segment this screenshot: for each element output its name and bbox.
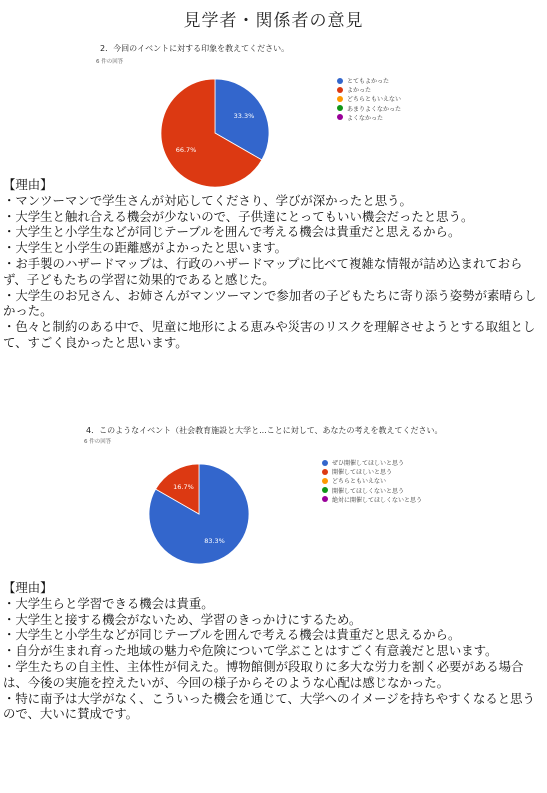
q2-question: 2．今回のイベントに対する印象を教えてください。: [100, 44, 290, 53]
q2-legend-label: とてもよかった: [347, 78, 390, 86]
q2-legend-item: [337, 85, 401, 94]
q4-legend-item: [322, 458, 422, 467]
q2-legend-label: よかった: [347, 87, 372, 95]
q2-slice-label-2: 66.7%: [175, 145, 197, 154]
q4-pie-chart: [148, 463, 250, 565]
q2-pie-chart: [160, 78, 270, 188]
q4-reason-2: ・大学生と接する機会がないため、学習のきっかけにするため。: [3, 611, 362, 627]
q4-legend-swatch: [322, 460, 328, 466]
q4-legend-item: [322, 476, 422, 485]
q4-legend-item: [322, 486, 422, 495]
q4-legend-label: どちらともいえない: [332, 478, 387, 486]
q4-slice-label-1: 83.3%: [204, 536, 225, 545]
q4-legend-swatch: [322, 478, 328, 484]
q4-reason-5: ・学生たちの自主性、主体性が伺えた。博物館側が段取りに多大な労力を割く必要がある場合は、今後の実施を控えたいが、今回の様子からそのような心配は感じなかった。: [3, 658, 524, 690]
q2-legend-item: [337, 94, 401, 103]
q2-legend-swatch: [337, 87, 343, 93]
q4-legend-item: [322, 467, 422, 476]
q4-reason-1: ・大学生らと学習できる機会は貴重。: [3, 595, 214, 611]
q4-response-count: 6 件の回答: [84, 439, 112, 445]
q2-reason-4: ・大学生と小学生の距離感がよかったと思います。: [3, 240, 287, 256]
q4-question: 4．このようなイベント（社会教育施設と大学と...ことに対して、あなたの考えを教えてください。: [86, 426, 443, 435]
q2-reason-5: ・お手製のハザードマップは、行政のハザードマップに比べて複雑な情報が詰め込まれておらず、子どもたちの学習に効果的であると感じた。: [3, 255, 523, 287]
q2-legend: [337, 76, 401, 122]
q2-legend-label: どちらともいえない: [347, 96, 402, 104]
q2-reason-1: ・マンツーマンで学生さんが対応してくださり、学びが深かったと思う。: [3, 192, 412, 208]
q4-legend-label: ぜひ開催してほしいと思う: [332, 460, 405, 468]
q4-legend-swatch: [322, 487, 328, 493]
q4-legend-label: 開催してほしくないと思う: [332, 487, 405, 495]
q2-reason-6: ・大学生のお兄さん、お姉さんがマンツーマンで参加者の子どもたちに寄り添う姿勢が素晴らしかった。: [3, 287, 537, 319]
q2-legend-label: あまりよくなかった: [347, 105, 402, 113]
q2-legend-swatch: [337, 114, 343, 120]
q2-reason-7: ・色々と制約のある中で、児童に地形による恵みや災害のリスクを理解させようとする取組として、すごく良かったと思います。: [3, 319, 536, 350]
q4-reason-heading: 【理由】: [3, 580, 53, 595]
q4-reasons: [3, 580, 543, 722]
q2-reasons: [3, 177, 543, 351]
q4-slice-label-2: 16.7%: [173, 483, 194, 492]
q2-legend-swatch: [337, 105, 343, 111]
q2-legend-item: [337, 104, 401, 113]
q2-legend-item: [337, 76, 401, 85]
q4-reason-3: ・大学生と小学生などが同じテーブルを囲んで考える機会は貴重だと思えるから。: [3, 627, 461, 643]
q2-reason-3: ・大学生と小学生などが同じテーブルを囲んで考える機会は貴重だと思えるから。: [3, 224, 461, 240]
q2-slice-label-1: 33.3%: [233, 112, 255, 121]
q4-legend-swatch: [322, 496, 328, 502]
q4-legend-item: [322, 495, 422, 504]
q2-legend-swatch: [337, 96, 343, 102]
q2-reason-heading: 【理由】: [3, 177, 53, 192]
q2-legend-label: よくなかった: [347, 114, 384, 122]
q2-reason-2: ・大学生と触れ合える機会が少ないので、子供達にとってもいい機会だったと思う。: [3, 208, 474, 224]
q2-response-count: 6 件の回答: [96, 59, 124, 65]
q4-legend-label: 開催してほしいと思う: [332, 469, 393, 477]
q4-legend: [322, 458, 422, 504]
q4-reason-6: ・特に南予は大学がなく、こういった機会を通じて、大学へのイメージを持ちやすくなると思うので、大いに賛成です。: [3, 690, 535, 722]
q2-legend-item: [337, 113, 401, 122]
q4-legend-swatch: [322, 469, 328, 475]
q4-reason-4: ・自分が生まれ育った地域の魅力や危険について学ぶことはすごく有意義だと思います。: [3, 643, 498, 659]
page-title: 見学者・関係者の意見: [183, 11, 364, 31]
q2-legend-swatch: [337, 78, 343, 84]
q4-legend-label: 絶対に開催してほしくないと思う: [332, 496, 423, 504]
